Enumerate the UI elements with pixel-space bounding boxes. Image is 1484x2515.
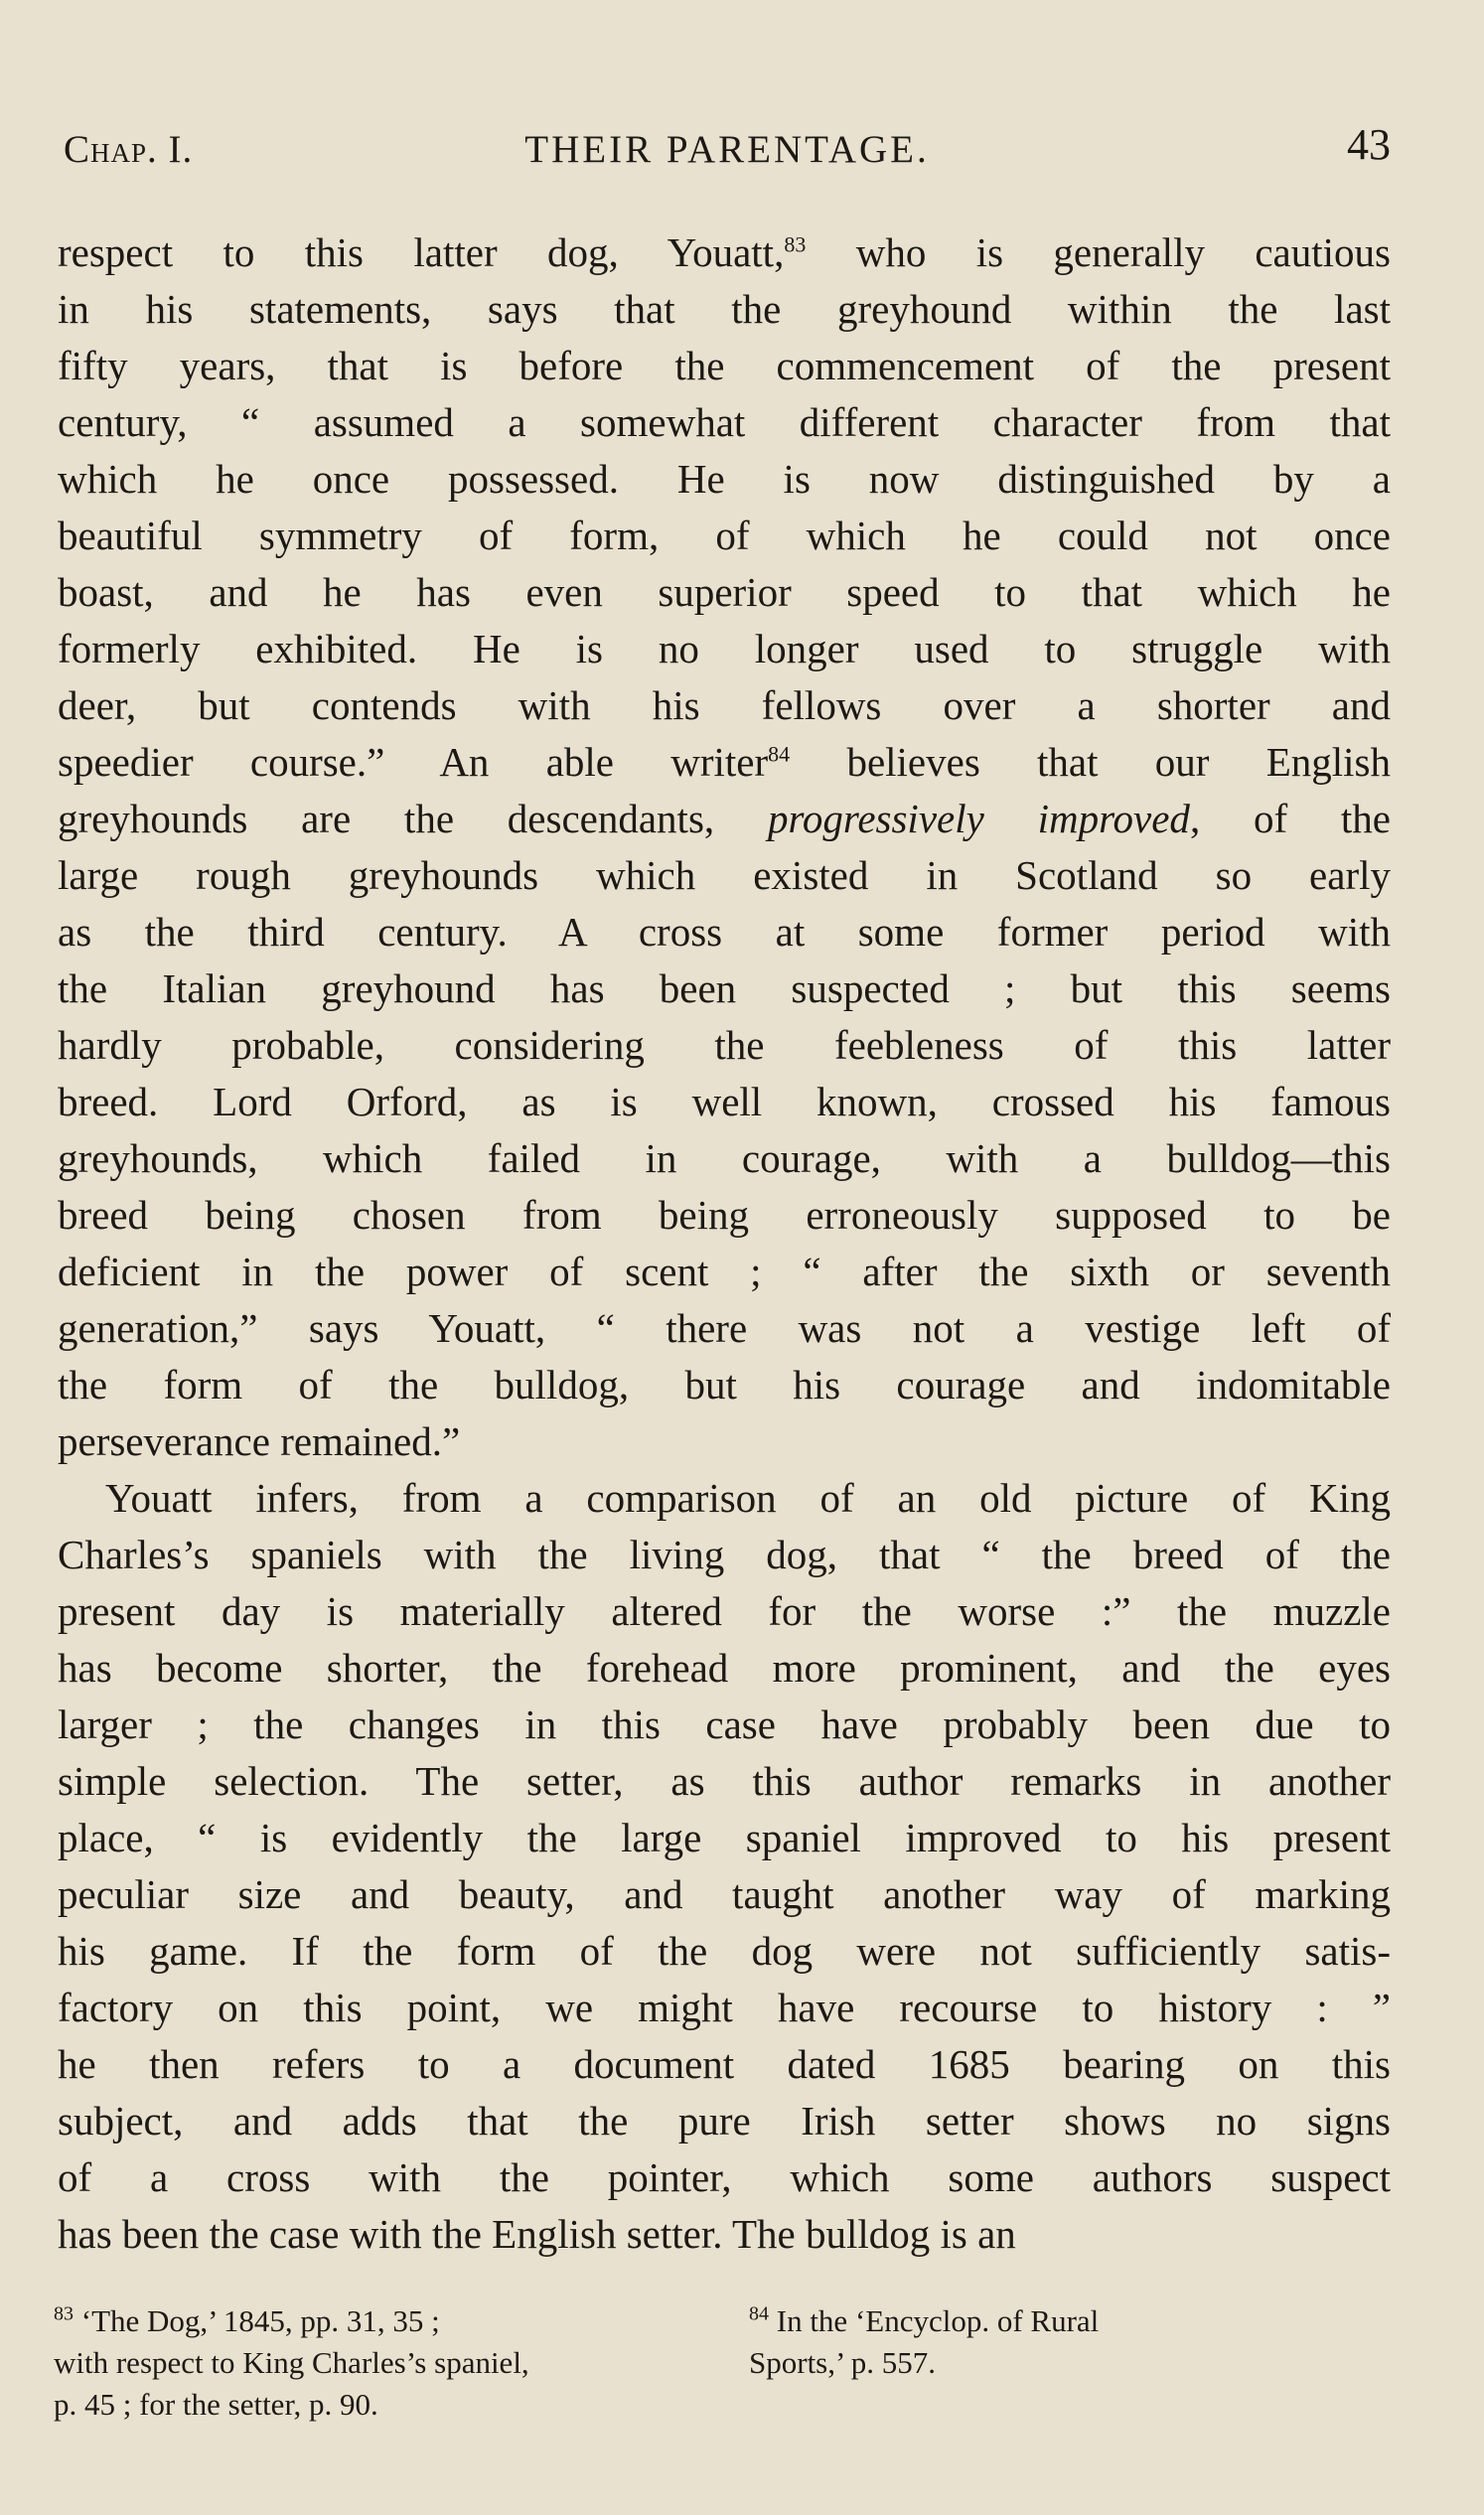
text-line: place, “ is evidently the large spaniel improved to his present xyxy=(58,1815,1391,1860)
footnote-text: In the ‘Encyclop. of Rural xyxy=(776,2303,1100,2338)
line-text: greyhounds are the descendants, xyxy=(58,796,768,841)
text-line: in his statements, says that the greyhound within the last xyxy=(58,286,1391,332)
footnote-ref: 84 xyxy=(768,741,791,767)
text-line: peculiar size and beauty, and taught another way of marking xyxy=(58,1871,1391,1917)
text-line: has been the case with the English setter. The bulldog is an xyxy=(58,2211,1016,2257)
text-line: present day is materially altered for the worse :” the muzzle xyxy=(58,1588,1391,1634)
text-line: simple selection. The setter, as this author remarks in another xyxy=(58,1758,1391,1804)
footnote-83 xyxy=(54,2300,669,2426)
footnote-line: with respect to King Charles’s spaniel, xyxy=(54,2345,529,2380)
text-line: he then refers to a document dated 1685 bearing on this xyxy=(58,2041,1391,2087)
text-line: breed. Lord Orford, as is well known, crossed his famous xyxy=(58,1079,1391,1124)
chapter-label: Chap. I. xyxy=(64,128,194,171)
paragraph-2 xyxy=(58,1470,1391,2263)
text-line: deficient in the power of scent ; “ after the sixth or seventh xyxy=(58,1249,1391,1294)
line-text: , of the xyxy=(1189,796,1392,841)
text-line xyxy=(58,224,1391,281)
line-text: respect to this latter dog, Youatt, xyxy=(58,229,785,275)
line-text: who is generally cautious xyxy=(806,229,1391,275)
text-line: formerly exhibited. He is no longer used to struggle with xyxy=(58,626,1391,671)
text-line: boast, and he has even superior speed to that which he xyxy=(58,569,1391,615)
page-number: 43 xyxy=(1347,120,1391,169)
text-line: beautiful symmetry of form, of which he could not once xyxy=(58,513,1391,558)
text-line: which he once possessed. He is now distinguished by a xyxy=(58,456,1391,502)
text-line: Youatt infers, from a comparison of an old picture of King xyxy=(105,1475,1391,1521)
italic-emphasis: progressively improved xyxy=(767,796,1190,841)
footnote-text: ‘The Dog,’ 1845, pp. 31, 35 ; xyxy=(80,2303,440,2338)
text-line: deer, but contends with his fellows over a shorter and xyxy=(58,682,1391,728)
footnote-line: p. 45 ; for the setter, p. 90. xyxy=(54,2387,378,2422)
text-line: of a cross with the pointer, which some authors suspect xyxy=(58,2154,1391,2200)
body-text xyxy=(58,224,1391,2263)
footnote-ref: 83 xyxy=(784,231,807,257)
text-line: fifty years, that is before the commencement of the present xyxy=(58,343,1391,388)
paragraph-1 xyxy=(58,224,1391,1470)
footnote-mark: 83 xyxy=(54,2302,74,2325)
line-text: believes that our English xyxy=(790,739,1392,785)
text-line: generation,” says Youatt, “ there was not a vestige left of xyxy=(58,1305,1391,1351)
text-line: large rough greyhounds which existed in Scotland so early xyxy=(58,852,1391,898)
running-header xyxy=(64,120,1391,183)
footnote-line xyxy=(749,2300,1395,2342)
text-line: the Italian greyhound has been suspected ; but this seems xyxy=(58,965,1391,1011)
footnote-line: Sports,’ p. 557. xyxy=(749,2345,937,2380)
text-line: as the third century. A cross at some former period with xyxy=(58,909,1391,955)
text-line: factory on this point, we might have recourse to history : ” xyxy=(58,1985,1391,2030)
text-line xyxy=(58,791,1391,847)
text-line xyxy=(58,734,1391,791)
text-line: his game. If the form of the dog were not sufficiently satis- xyxy=(58,1928,1391,1974)
footnote-mark: 84 xyxy=(749,2302,769,2325)
text-line: breed being chosen from being erroneously supposed to be xyxy=(58,1192,1391,1238)
text-line: the form of the bulldog, but his courage and indomitable xyxy=(58,1362,1391,1407)
footnote-line xyxy=(54,2300,669,2342)
running-title: THEIR PARENTAGE. xyxy=(524,128,930,171)
text-line: subject, and adds that the pure Irish setter shows no signs xyxy=(58,2098,1391,2144)
line-text: speedier course.” An able writer xyxy=(58,739,769,785)
text-line: hardly probable, considering the feebleness of this latter xyxy=(58,1022,1391,1068)
text-line: Charles’s spaniels with the living dog, that “ the breed of the xyxy=(58,1532,1391,1577)
text-line: century, “ assumed a somewhat different character from that xyxy=(58,399,1391,445)
text-line: has become shorter, the forehead more prominent, and the eyes xyxy=(58,1645,1391,1691)
text-line: perseverance remained.” xyxy=(58,1418,461,1464)
footnote-84 xyxy=(749,2300,1395,2384)
text-line: larger ; the changes in this case have probably been due to xyxy=(58,1701,1391,1747)
text-line: greyhounds, which failed in courage, with a bulldog—this xyxy=(58,1135,1391,1181)
